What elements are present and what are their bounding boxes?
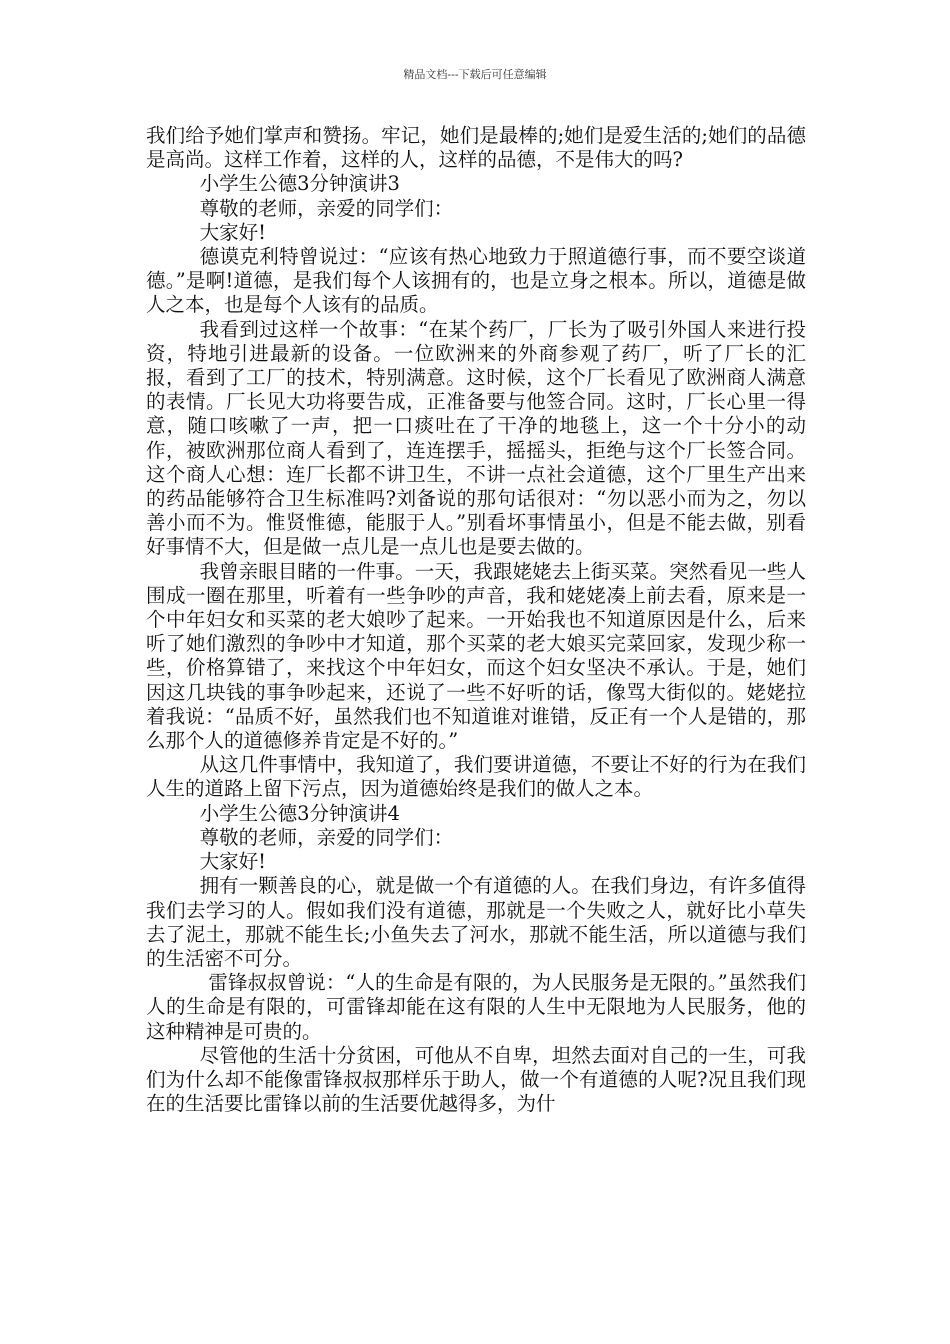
salutation: 尊敬的老师，亲爱的同学们：	[199, 196, 454, 220]
paragraph: 拥有一颗善良的心，就是做一个有道德的人。在我们身边，有许多值得我们去学习的人。假如我们没有道德，那就是一个失败之人，就好比小草失去了泥土，那就不能生长;小鱼失去了河水，那就不能生活，所以道德与我们的生活密不可分。	[146, 874, 806, 970]
page-header: 精品文档---下载后可任意编辑	[403, 68, 547, 81]
paragraph: 尽管他的生活十分贫困，可他从不自卑，坦然去面对自己的一生，可我们为什么却不能像雷锋叔叔那样乐于助人，做一个有道德的人呢?况且我们现在的生活要比雷锋以前的生活要优越得多，为什	[146, 1043, 806, 1116]
section-title: 小学生公德3分钟演讲3	[199, 172, 400, 196]
section-title: 小学生公德3分钟演讲4	[199, 801, 400, 825]
greeting: 大家好!	[199, 850, 266, 874]
document-body	[146, 124, 806, 1116]
salutation: 尊敬的老师，亲爱的同学们：	[199, 825, 454, 849]
paragraph: 我曾亲眼目睹的一件事。一天，我跟姥姥去上街买菜。突然看见一些人围成一圈在那里，听着有一些争吵的声音，我和姥姥凑上前去看，原来是一个中年妇女和买菜的老大娘吵了起来。一开始我也不知道原因是什么，后来听了她们激烈的争吵中才知道，那个买菜的老大娘买完菜回家，发现少称一些，价格算错了，来找这个中年妇女，而这个妇女坚决不承认。于是，她们因这几块钱的事争吵起来，还说了一些不好听的话，像骂大街似的。姥姥拉着我说：“品质不好，虽然我们也不知道谁对谁错，反正有一个人是错的，那么那个人的道德修养肯定是不好的。”	[146, 559, 806, 753]
paragraph: 从这几件事情中，我知道了，我们要讲道德，不要让不好的行为在我们人生的道路上留下污点，因为道德始终是我们的做人之本。	[146, 753, 806, 801]
paragraph: 我看到过这样一个故事：“在某个药厂，厂长为了吸引外国人来进行投资，特地引进最新的设备。一位欧洲来的外商参观了药厂，听了厂长的汇报，看到了工厂的技术，特别满意。这时候，这个厂长看见了欧洲商人满意的表情。厂长见大功将要告成，正准备要与他签合同。这时，厂长心里一得意，随口咳嗽了一声，把一口痰吐在了干净的地毯上，这一个十分小的动作，被欧洲那位商人看到了，连连摆手，摇摇头，拒绝与这个厂长签合同。这个商人心想：连厂长都不讲卫生，不讲一点社会道德，这个厂里生产出来的药品能够符合卫生标准吗?刘备说的那句话很对：“勿以恶小而为之，勿以善小而不为。惟贤惟德，能服于人。”别看坏事情虽小，但是不能去做，别看好事情不大，但是做一点儿是一点儿也是要去做的。	[146, 317, 806, 559]
greeting: 大家好!	[199, 220, 266, 244]
paragraph: 我们给予她们掌声和赞扬。牢记，她们是最棒的;她们是爱生活的;她们的品德是高尚。这样工作着，这样的人，这样的品德，不是伟大的吗?	[146, 124, 806, 172]
paragraph: 德谟克利特曾说过：“应该有热心地致力于照道德行事，而不要空谈道德。”是啊!道德，是我们每个人该拥有的，也是立身之根本。所以，道德是做人之本，也是每个人该有的品质。	[146, 245, 806, 317]
paragraph: 雷锋叔叔曾说：“人的生命是有限的，为人民服务是无限的。”虽然我们人的生命是有限的，可雷锋却能在这有限的人生中无限地为人民服务，他的这种精神是可贵的。	[146, 971, 806, 1043]
